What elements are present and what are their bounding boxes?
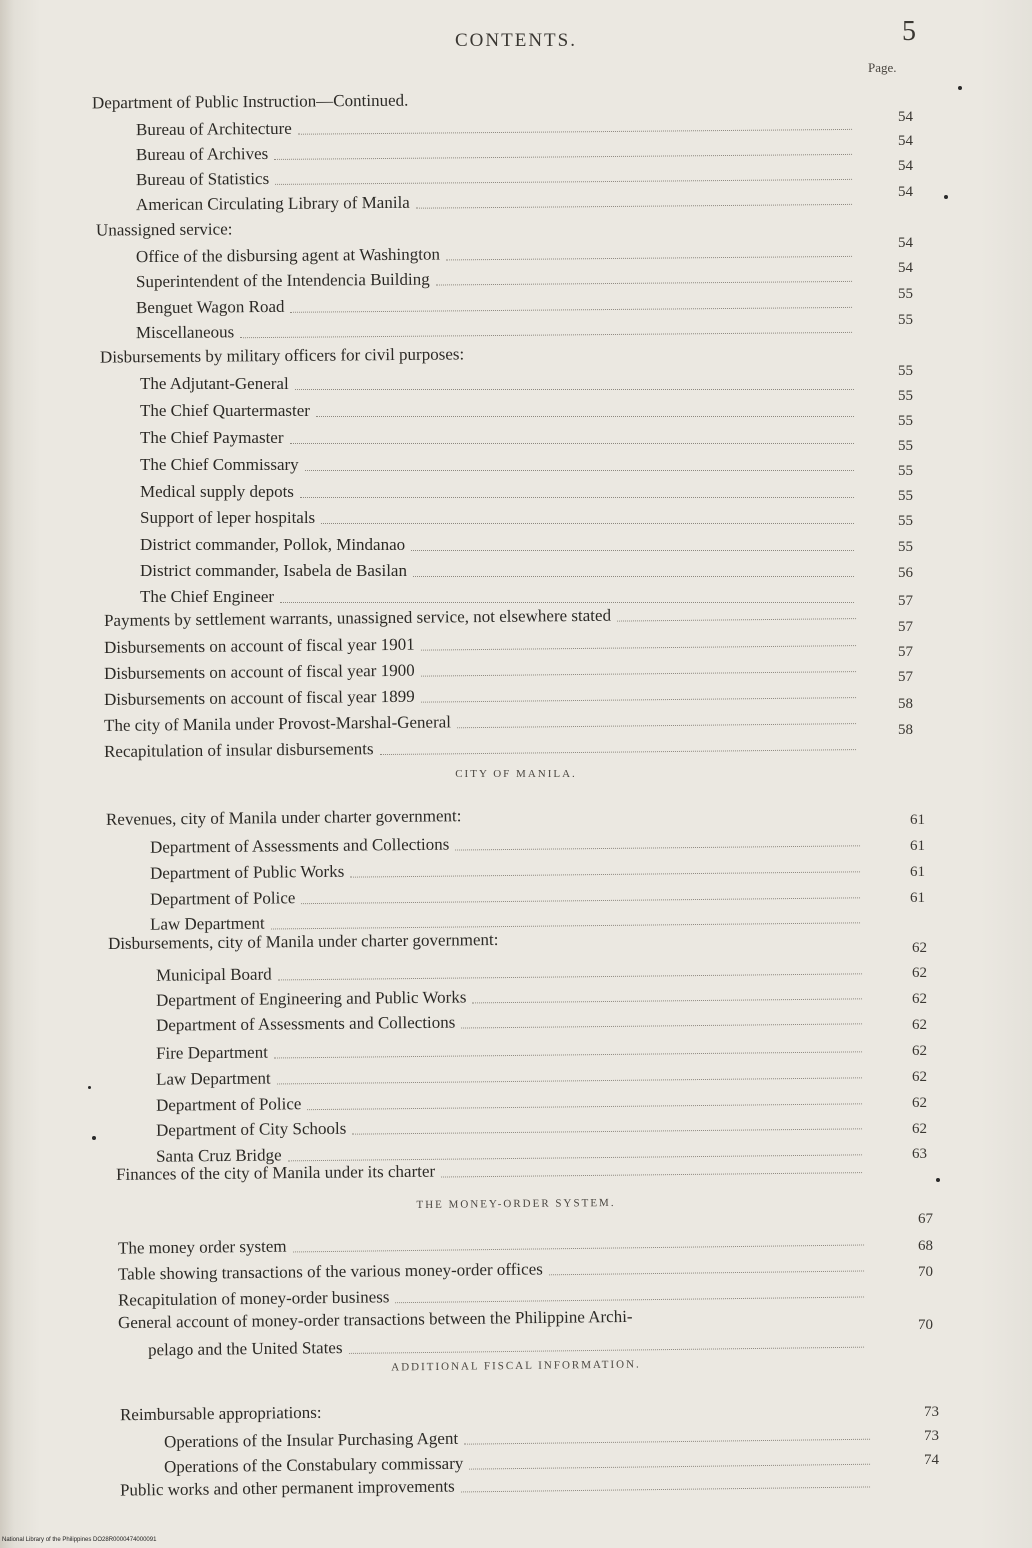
section-heading-money-order-system: THE MONEY-ORDER SYSTEM. [416,1196,616,1212]
toc-entry: Finances of the city of Manila under its charter [116,1155,868,1187]
toc-entry: The Chief Paymaster [140,426,860,450]
toc-entry: District commander, Pollok, Mindanao [140,533,860,557]
scan-speck [88,1086,91,1089]
toc-page-number: 62 [912,1121,927,1137]
toc-page-number: 70 [918,1317,933,1333]
scan-speck [958,86,962,90]
toc-page-number: 55 [898,363,913,379]
toc-page-number: 54 [898,184,913,200]
toc-entry: Law Department [156,1060,868,1091]
toc-entry: Department of Public Works [150,854,866,885]
toc-page-number: 54 [898,235,913,251]
toc-page-number: 58 [898,722,913,738]
toc-entry: The Chief Quartermaster [140,399,860,423]
toc-entry: Department of Police [156,1086,868,1117]
scan-speck [944,195,948,199]
toc-page-number: 74 [924,1452,939,1468]
toc-entry: Department of Assessments and Collections [150,828,866,859]
toc-page-number: 61 [910,838,925,854]
toc-page-number: 56 [898,565,913,581]
toc-section-heading: Unassigned service: [95,219,233,240]
toc-entry: Operations of the Insular Purchasing Agent [164,1422,876,1455]
section-heading-city-of-manila: CITY OF MANILA. [455,768,577,780]
toc-page-number: 55 [898,438,913,454]
toc-entry: Fire Department [156,1034,868,1065]
toc-page-number: 61 [910,864,925,880]
toc-page-number: 62 [912,1069,927,1085]
toc-entry: Law Department [150,905,866,936]
toc-entry: District commander, Isabela de Basilan [140,559,860,583]
toc-section-heading: Disbursements, city of Manila under charter government: [107,929,499,954]
toc-entry: American Circulating Library of Manila [136,187,858,217]
toc-page-number: 62 [912,991,927,1007]
toc-page-number: 62 [912,1017,927,1033]
toc-page-number: 73 [924,1428,939,1444]
toc-entry: Office of the disbursing agent at Washington [136,239,858,269]
toc-page-number: 55 [898,513,913,529]
toc-entry: Department of Engineering and Public Works [156,981,868,1012]
toc-section-heading: Disbursements by military officers for civil purposes: [99,344,465,367]
toc-section-heading: Revenues, city of Manila under charter government: [105,806,462,829]
toc-entry: Bureau of Archives [136,137,858,167]
page-column-label: Page. [868,60,897,75]
toc-page-number: 67 [918,1211,933,1227]
toc-page-number: 57 [898,644,913,660]
toc-entry: Operations of the Constabulary commissary [164,1447,876,1480]
toc-page-number: 57 [898,593,913,609]
toc-entry: Department of Assessments and Collections [156,1006,868,1037]
toc-page-number: 62 [912,1043,927,1059]
toc-entry: The money order system [118,1227,870,1260]
toc-page-number: 61 [910,812,925,828]
toc-section-heading: Reimbursable appropriations: [119,1402,322,1425]
toc-page-number: 70 [918,1264,933,1280]
toc-page-number: 73 [924,1404,939,1420]
scan-speck [936,1178,940,1182]
toc-page-number: 54 [898,133,913,149]
toc-page-number: 54 [898,109,913,125]
toc-page-number: 63 [912,1146,927,1162]
scan-footer-credit: National Library of the Philippines DO28R0000474000091 [2,1537,157,1543]
toc-entry: The Chief Commissary [140,453,860,477]
toc-entry: Santa Cruz Bridge [156,1137,868,1168]
toc-page-number: 55 [898,488,913,504]
toc-entry: Payments by settlement warrants, unassigned service, not elsewhere stated [104,601,862,633]
toc-entry: Bureau of Statistics [136,162,858,192]
toc-entry: The Chief Engineer [140,585,860,609]
toc-page-number: 57 [898,669,913,685]
toc-page-number: 68 [918,1238,933,1254]
toc-entry: Superintendent of the Intendencia Building [136,264,858,294]
toc-entry: Disbursements on account of fiscal year 1901 [104,628,862,660]
toc-entry: The Adjutant-General [140,372,860,396]
toc-entry: Recapitulation of money-order business [118,1279,870,1312]
toc-page-number: 55 [898,539,913,555]
toc-entry: Public works and other permanent improvements [120,1469,876,1502]
toc-page-number: 55 [898,388,913,404]
toc-page-number: 54 [898,158,913,174]
toc-entry: Table showing transactions of the various money-order offices [118,1253,870,1286]
toc-page-number: 55 [898,463,913,479]
page-number: 5 [902,16,916,47]
toc-entry: Disbursements on account of fiscal year 1900 [104,654,862,686]
toc-entry: Bureau of Architecture [136,112,858,142]
toc-section-heading: Department of Public Instruction—Continued. [91,90,409,113]
toc-page-number: 55 [898,312,913,328]
toc-entry: Department of City Schools [156,1111,868,1142]
toc-page-number: 62 [912,1095,927,1111]
toc-page-number: 55 [898,286,913,302]
toc-entry: Disbursements on account of fiscal year 1899 [104,680,862,712]
toc-entry: Medical supply depots [140,480,860,504]
toc-entry: Department of Police [150,880,866,911]
toc-entry: Support of leper hospitals [140,506,860,530]
toc-page-number: 62 [912,940,927,956]
toc-page-number: 62 [912,965,927,981]
toc-entry: The city of Manila under Provost-Marshal-General [104,706,862,738]
toc-entry: General account of money-order transactions between the Philippine Archi- [117,1306,633,1333]
toc-page-number: 55 [898,413,913,429]
toc-page-number: 57 [898,619,913,635]
toc-page-number: 54 [898,260,913,276]
toc-page-number: 58 [898,696,913,712]
toc-entry: pelago and the United States [148,1330,870,1363]
page-title: CONTENTS. [455,30,577,51]
toc-page-number: 61 [910,890,925,906]
toc-entry: Benguet Wagon Road [136,290,858,320]
toc-entry: Miscellaneous [136,315,858,345]
toc-entry: Recapitulation of insular disbursements [104,732,862,764]
scan-speck [92,1136,96,1140]
section-heading-additional-fiscal-information: ADDITIONAL FISCAL INFORMATION. [391,1358,641,1374]
toc-entry: Municipal Board [156,956,868,987]
